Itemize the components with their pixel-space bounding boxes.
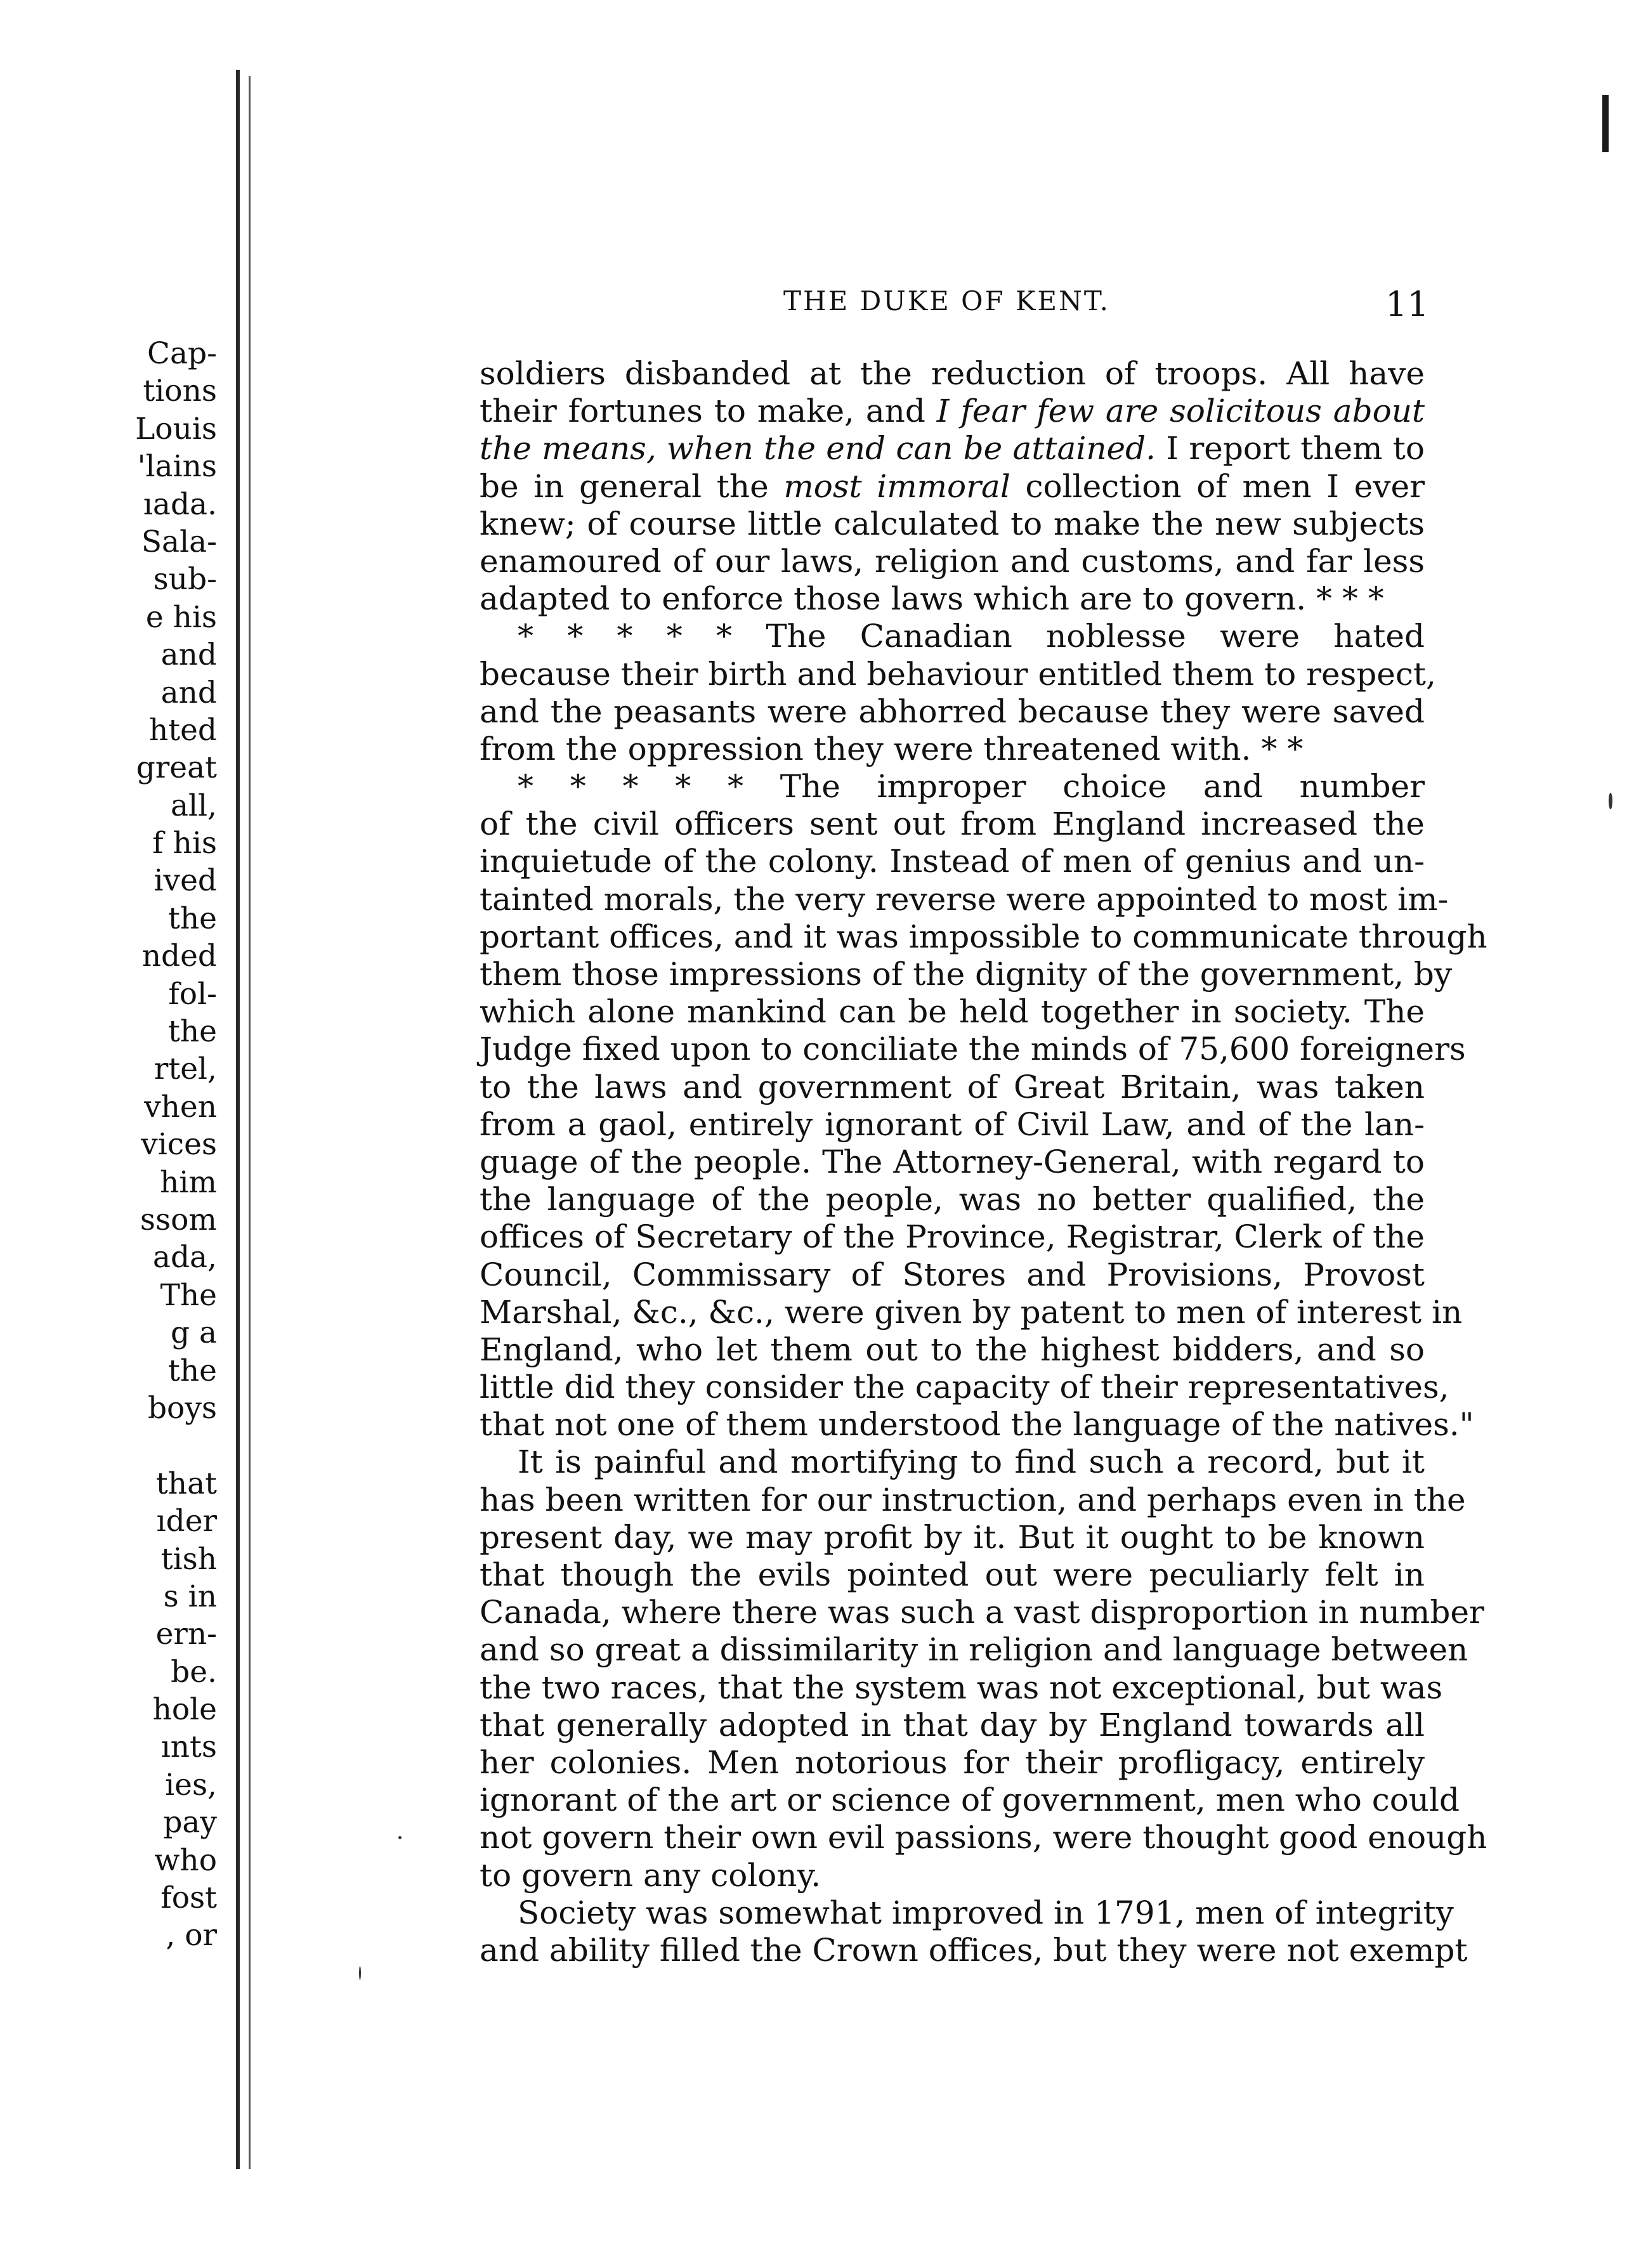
left-page-line: great [136,750,217,786]
left-page-line: Sala- [141,524,217,559]
page-edge [236,70,240,2169]
text-line: * * * * * The Canadian noblesse were hated [518,618,1425,655]
text-line: from a gaol, entirely ignorant of Civil Law, and of the lan- [480,1105,1425,1143]
left-page-line: ived [154,863,217,899]
left-page-text [135,335,217,1955]
left-page-line: tions [143,374,217,409]
text-line: that not one of them understood the language of the natives." [480,1406,1474,1444]
text-line: that though the evils pointed out were peculiarly felt in [480,1556,1425,1593]
text-line: to the laws and government of Great Britain, was taken [480,1068,1425,1105]
text-line: Canada, where there was such a vast disproportion in number [480,1594,1484,1631]
left-page-line: the [168,1014,217,1050]
text-line: which alone mankind can be held together in society. The [480,993,1425,1031]
left-page-line: ıder [156,1504,217,1539]
left-page-line: that [155,1466,217,1501]
left-page-line: and [160,637,217,673]
left-page-line: pay [163,1805,217,1841]
text-line: present day, we may profit by it. But it ought to be known [480,1518,1425,1556]
left-page-line: ınts [160,1730,217,1765]
text-line: Marshal, &c., &c., were given by patent to men of interest in [480,1293,1463,1331]
text-line: the two races, that the system was not exceptional, but was [480,1669,1443,1706]
left-page-fragment [0,0,236,2268]
left-page-line: vices [141,1127,217,1163]
text-line: tainted morals, the very reverse were appointed to most im- [480,880,1449,918]
left-page-line: rtel, [154,1052,217,1087]
text-line: her colonies. Men notorious for their profligacy, entirely [480,1743,1425,1781]
text-line: to govern any colony. [480,1856,821,1894]
running-head: THE DUKE OF KENT. [783,285,1111,316]
text-line: It is painful and mortifying to find such a record, but it [518,1444,1425,1481]
text-line: and ability filled the Crown offices, but they were not exempt [480,1931,1468,1969]
left-page-line: Louis [135,411,217,446]
text-line: guage of the people. The Attorney-General, with regard to [480,1143,1425,1180]
text-line: Society was somewhat improved in 1791, men of integrity [518,1894,1454,1931]
text-line: has been written for our instruction, and perhaps even in the [480,1481,1466,1518]
gutter-line [249,76,251,2169]
left-page-line: vhen [144,1089,217,1124]
left-page-line: ada, [152,1240,217,1275]
text-line: and the peasants were abhorred because they were saved [480,693,1425,730]
text-line: be in general the most immoral collection of men I ever [480,467,1425,505]
left-page-line: 'lains [137,449,217,485]
left-page-line: tish [160,1541,217,1577]
left-page-line: be. [171,1654,217,1690]
left-page-line: The [160,1277,217,1313]
text-line: the means, when the end can be attained. I report them to [480,430,1425,467]
text-line: inquietude of the colony. Instead of men of genius and un- [480,843,1425,880]
text-line: enamoured of our laws, religion and customs, and far less [480,542,1425,580]
text-line: their fortunes to make, and I fear few are solicitous about [480,393,1425,430]
text-line: not govern their own evil passions, were thought good enough [480,1819,1487,1856]
left-page-line: f his [152,826,217,861]
left-page-line: hole [152,1692,217,1728]
left-page-line: g a [170,1315,217,1351]
left-page-line: him [160,1164,217,1200]
left-page-line: Cap- [147,336,217,371]
left-page-line: e his [145,599,217,635]
text-line: ignorant of the art or science of government, men who could [480,1782,1460,1819]
scan-speck [359,1966,361,1980]
text-line: portant offices, and it was impossible to communicate through [480,918,1487,955]
text-line: Council, Commissary of Stores and Provisions, Provost [480,1256,1425,1293]
text-line: little did they consider the capacity of their representatives, [480,1369,1449,1406]
text-line: them those impressions of the dignity of the government, by [480,956,1453,993]
left-page-line: ssom [140,1202,217,1237]
text-line: from the oppression they were threatened with. * * [480,730,1304,767]
text-line: soldiers disbanded at the reduction of troops. All have [480,355,1425,392]
page-edge-mark [1602,95,1609,152]
body-text [480,355,1487,1969]
text-line: adapted to enforce those laws which are to govern. * * * [480,580,1384,618]
left-page-line: the [168,1353,217,1388]
page-number: 11 [1385,284,1429,324]
left-page-line: the [168,901,217,936]
left-page-line: who [154,1842,217,1878]
left-page-line: boys [147,1390,217,1426]
left-page-line: fost [160,1880,217,1916]
text-line: Judge fixed upon to conciliate the minds of 75,600 foreigners [480,1031,1466,1068]
text-line: * * * * * The improper choice and number [518,768,1425,805]
left-page-line: , or [166,1918,217,1953]
scan-speck [398,1836,402,1839]
left-page-line: ern- [155,1617,217,1652]
text-line: offices of Secretary of the Province, Registrar, Clerk of the [480,1218,1425,1256]
scan-speck [1609,793,1612,809]
left-page-line [135,1427,217,1464]
left-page-line: ies, [165,1767,217,1802]
text-line: knew; of course little calculated to make the new subjects [480,505,1425,542]
text-line: that generally adopted in that day by England towards all [480,1706,1425,1743]
left-page-line: fol- [168,976,217,1012]
text-line: England, who let them out to the highest bidders, and so [480,1331,1425,1368]
left-page-line: hted [148,712,217,748]
text-line: and so great a dissimilarity in religion and language between [480,1631,1468,1669]
left-page-line: sub- [153,562,217,597]
left-page-line: and [160,675,217,710]
left-page-line: all, [170,788,217,823]
text-line: because their birth and behaviour entitled them to respect, [480,655,1436,693]
text-line: the language of the people, was no better qualified, the [480,1181,1425,1218]
left-page-line: nded [141,939,217,974]
left-page-line: ıada. [143,486,217,522]
text-line: of the civil officers sent out from England increased the [480,805,1425,843]
left-page-line: s in [163,1579,217,1614]
